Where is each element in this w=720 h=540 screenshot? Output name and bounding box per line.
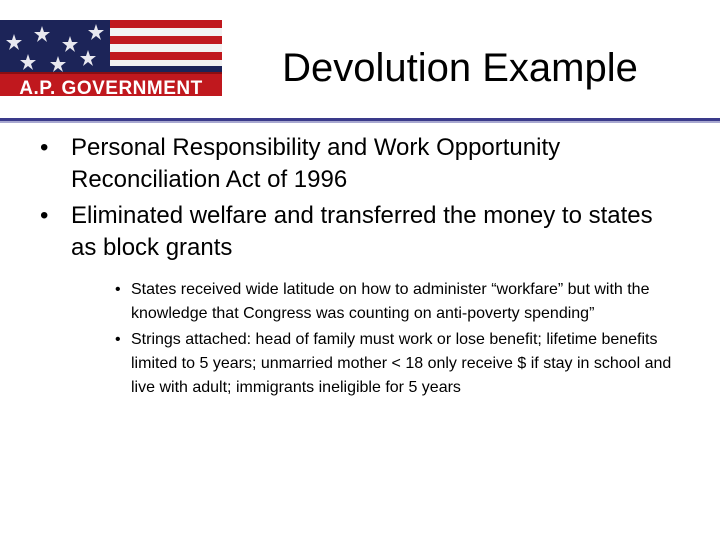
bullet-item-2	[40, 200, 680, 264]
sub-bullet-list	[115, 278, 685, 400]
title-divider	[0, 118, 720, 124]
sub-bullet-text: Strings attached: head of family must work or lose benefit; lifetime benefits limited to 5 years; unmarried mother < 18 only receive $ if stay in school and live with adult; immigrants ineligible for 5 years	[131, 331, 672, 396]
slide-body	[40, 132, 680, 268]
bullet-item-1	[40, 132, 680, 196]
sub-bullet-glyph: •	[115, 331, 121, 348]
bullet-glyph: •	[40, 134, 49, 161]
bullet-text: Personal Responsibility and Work Opportunity Reconciliation Act of 1996	[71, 134, 561, 193]
sub-bullet-item-2	[115, 328, 685, 400]
sub-bullet-section	[38, 268, 678, 402]
sub-bullet-glyph: •	[115, 281, 121, 298]
bullet-glyph: •	[40, 202, 49, 229]
logo-text: A.P. GOVERNMENT	[19, 78, 203, 96]
ap-government-logo	[0, 20, 222, 96]
divider-light-line	[0, 121, 720, 123]
sub-bullet-text: States received wide latitude on how to administer “workfare” but with the knowledge that Congress was counting on anti-poverty spending”	[131, 281, 650, 322]
bullet-text: Eliminated welfare and transferred the money to states as block grants	[71, 202, 653, 261]
slide-title: Devolution Example	[282, 46, 638, 90]
bullet-list	[40, 132, 680, 264]
sub-bullet-item-1	[115, 278, 685, 326]
